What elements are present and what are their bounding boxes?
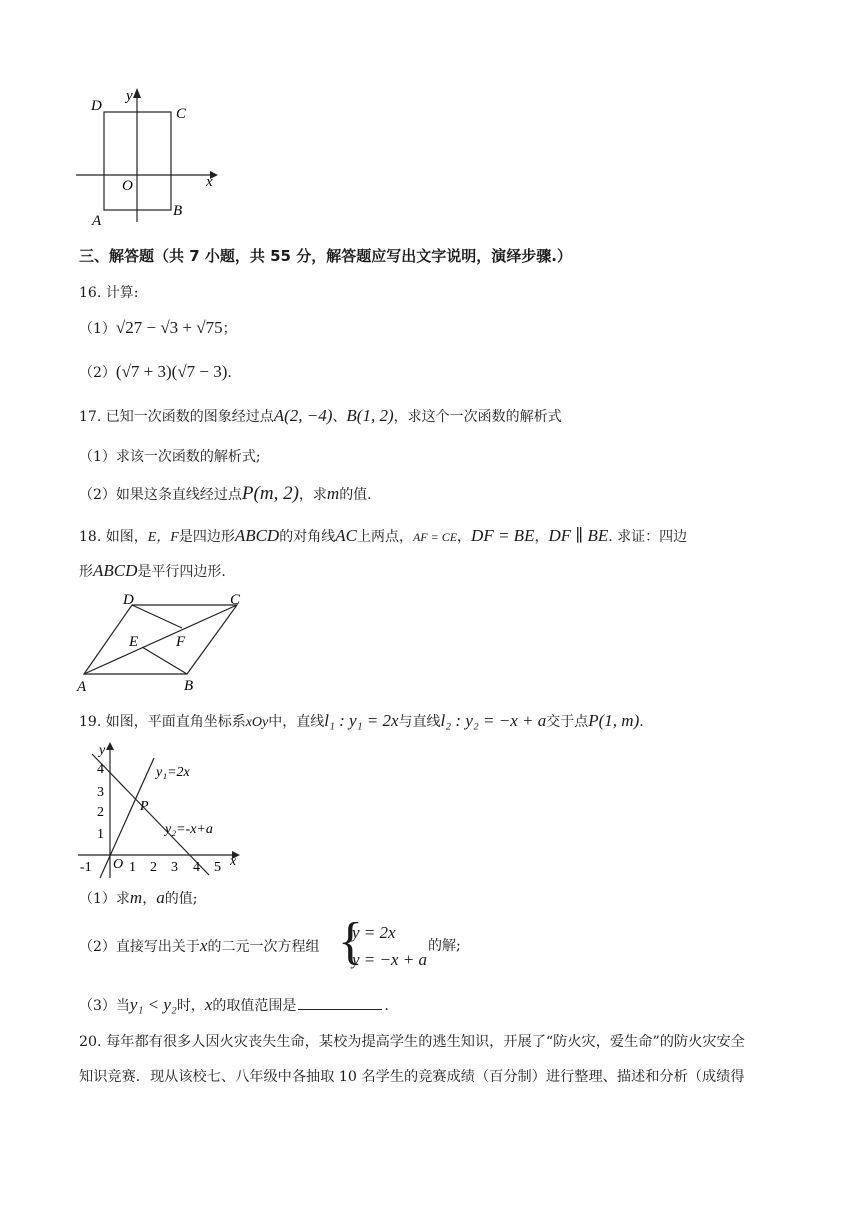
q19-stem-b: 中，直线 [268, 714, 325, 730]
q19-part2-text [79, 936, 319, 957]
equation-1: y = 2x [352, 923, 396, 942]
q16-part1 [79, 318, 237, 339]
q16-stem: 16. 计算: [79, 285, 139, 301]
q17-p2-a: （2）如果这条直线经过点 [79, 487, 242, 503]
q18-ef: E，F [147, 530, 179, 545]
x-tick-4: 4 [193, 860, 200, 875]
q17-sep: 、 [332, 409, 347, 425]
label-c: C [176, 106, 187, 122]
q19-p2-end: 的解; [428, 938, 461, 954]
q19-p2-x: x [199, 936, 208, 955]
label-f: F [176, 634, 186, 650]
y-tick-3: 3 [97, 785, 104, 800]
x-tick-2: 2 [150, 860, 157, 875]
q19-part3 [79, 995, 389, 1016]
q19-p3-b: 时， [176, 998, 205, 1014]
q19-inequality: y₁ < y₂ [129, 995, 177, 1014]
q19-stem-d: 交于点 [546, 714, 589, 730]
q16-p1-label: （1） [79, 321, 116, 337]
coordinate-plot-figure [72, 738, 252, 880]
q16-p2-label: （2） [79, 365, 116, 381]
q19-stem [79, 711, 644, 733]
q16-part2 [79, 362, 232, 383]
q17-part1: （1）求该一次函数的解析式; [79, 449, 261, 465]
label-a: A [77, 679, 87, 694]
axis-label-y: y [99, 743, 106, 758]
label-e: E [129, 634, 139, 650]
segment-be [142, 647, 187, 674]
label-line-y1: y₁=2x [156, 765, 190, 780]
x-tick-1: 1 [129, 860, 136, 875]
parallelogram-figure [72, 588, 262, 694]
q18-line2 [79, 561, 226, 582]
q19-p3-x: x [204, 995, 213, 1014]
q17-m: m [326, 484, 340, 503]
q17-stem-b: ，求这个一次函数的解析式 [393, 409, 562, 425]
segment-df [132, 605, 182, 628]
label-b: B [184, 678, 194, 694]
axis-label-x: x [230, 854, 237, 869]
x-tick-3: 3 [171, 860, 178, 875]
label-x: x [206, 174, 213, 190]
q19-m: m [129, 888, 143, 907]
q17-part2 [79, 484, 372, 505]
line-y1 [100, 758, 154, 878]
equation-2: y = −x + a [352, 950, 428, 969]
q19-p3-end: . [384, 998, 389, 1014]
q18-comma2: ， [534, 529, 549, 545]
q17-point-p: P(m, 2) [241, 483, 299, 504]
q19-part1 [79, 888, 197, 909]
q18-l1-c: 的对角线 [279, 529, 336, 545]
label-c: C [230, 592, 241, 608]
y-tick-2: 2 [97, 805, 104, 820]
q16-p1-end: ； [222, 321, 237, 337]
q18-cond-df-be: DF = BE [471, 526, 535, 545]
q19-p3-a: （3）当 [79, 998, 130, 1014]
q19-p3-c: 的取值范围是 [212, 998, 297, 1014]
label-o: O [122, 178, 133, 194]
y-axis-arrow-icon [133, 88, 141, 98]
q19-p1-b: ， [142, 891, 157, 907]
label-d: D [123, 592, 134, 608]
q17-point-a: A(2, −4) [273, 406, 333, 425]
q19-stem-c: 与直线 [398, 714, 441, 730]
label-y: y [126, 88, 133, 104]
q18-cond-af-ce: AF = CE [412, 530, 458, 544]
q18-cond-parallel: DF ∥ BE [548, 526, 609, 545]
q17-point-b: B(1, 2) [346, 406, 394, 425]
y-axis-arrow-icon [106, 742, 114, 750]
q18-line1 [79, 526, 687, 548]
q18-l1-e: . 求证：四边 [608, 529, 688, 545]
q18-l2-a: 形 [79, 564, 93, 580]
q18-comma1: ， [457, 529, 472, 545]
q19-xoy: xOy [245, 715, 269, 730]
section-title: 三、解答题（共 7 小题，共 55 分，解答题应写出文字说明，演绎步骤.） [79, 247, 572, 265]
q16-p2-expression: (√7 + 3)(√7 − 3) [115, 362, 228, 381]
q19-a: a [156, 888, 165, 907]
q18-l2-b: 是平行四边形. [137, 564, 226, 580]
x-tick-5: 5 [214, 860, 221, 875]
point-p-label: P [140, 799, 149, 814]
q19-point-p: P(1, m) [588, 711, 640, 730]
q17-stem-a: 17. 已知一次函数的图象经过点 [79, 409, 274, 425]
x-tick-neg1: -1 [80, 860, 92, 875]
q16-p2-end: . [227, 365, 232, 381]
q20-line2: 知识竞赛．现从该校七、八年级中各抽取 10 名学生的竞赛成绩（百分制）进行整理、描述和分析（成绩得 [79, 1069, 745, 1085]
equation-system-brace: { [338, 913, 363, 970]
q20-line1: 20. 每年都有很多人因火灾丧失生命，某校为提高学生的逃生知识，开展了“防火灾，爱生命”的防火灾安全 [79, 1034, 745, 1050]
q18-l1-b: 是四边形 [178, 529, 235, 545]
q16-p1-expression: √27 − √3 + √75 [115, 318, 223, 337]
q17-stem [79, 406, 562, 427]
q19-p2-b: 的二元一次方程组 [207, 939, 320, 955]
q19-stem-a: 19. 如图，平面直角坐标系 [79, 714, 246, 730]
label-line-y2: y₂=-x+a [165, 822, 213, 837]
q17-p2-b: ，求 [298, 487, 327, 503]
q17-p2-c: 的值. [339, 487, 372, 503]
label-b: B [173, 203, 183, 219]
q19-line-l2: l₂ : y₂ = −x + a [440, 711, 547, 730]
q18-l1-a: 18. 如图， [79, 529, 148, 545]
q19-p1-c: 的值; [164, 891, 198, 907]
label-d: D [91, 98, 102, 114]
q19-p1-a: （1）求 [79, 891, 130, 907]
q19-p2-a: （2）直接写出关于 [79, 939, 200, 955]
q19-line-l1: l₁ : y₁ = 2x [324, 711, 399, 730]
answer-blank[interactable] [298, 995, 382, 1010]
q18-l1-d: 上两点， [356, 529, 413, 545]
label-a: A [92, 213, 102, 229]
q18-ac: AC [335, 526, 357, 545]
q18-abcd: ABCD [234, 526, 280, 545]
q18-l2-abcd: ABCD [93, 561, 138, 580]
diagonal-ac [84, 605, 237, 674]
rectangle-axes-figure [70, 82, 230, 232]
y-tick-4: 4 [97, 762, 104, 777]
y-tick-1: 1 [97, 827, 104, 842]
origin-label: O [113, 857, 124, 872]
q19-stem-e: . [639, 714, 644, 730]
